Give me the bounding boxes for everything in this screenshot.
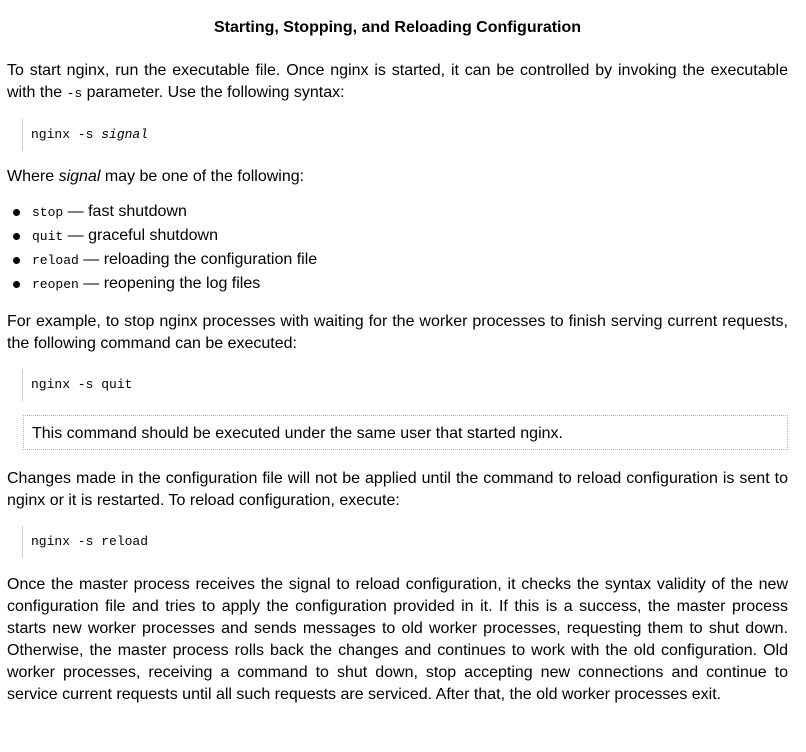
syntax-code-block xyxy=(22,119,788,151)
signal-description: — reopening the log files xyxy=(78,275,261,292)
syntax-command: nginx -s xyxy=(31,127,102,142)
intro-text-2: parameter. Use the following syntax: xyxy=(82,84,345,101)
signal-list xyxy=(7,200,788,296)
quit-command: nginx -s quit xyxy=(31,377,133,392)
list-item-stop xyxy=(32,200,788,224)
intro-paragraph xyxy=(7,60,788,105)
where-paragraph xyxy=(7,166,788,188)
signal-description: — reloading the configuration file xyxy=(78,251,318,268)
signal-code: stop xyxy=(32,205,64,220)
signal-code: quit xyxy=(32,229,64,244)
signal-description: — graceful shutdown xyxy=(63,227,218,244)
intro-text-1: To start nginx, run the executable file. Once nginx is started, it can be controlled by invoking the executable with the xyxy=(7,62,788,101)
changes-paragraph: Changes made in the configuration file will not be applied until the command to reload configuration is sent to nginx or it is restarted. To reload configuration, execute: xyxy=(7,470,788,509)
quit-code-block xyxy=(22,369,788,401)
reload-code-block xyxy=(22,526,788,558)
where-text-1: Where xyxy=(7,168,59,185)
signal-code: reload xyxy=(32,253,79,268)
master-process-paragraph: Once the master process receives the signal to reload configuration, it checks the syntax validity of the new configuration file and tries to apply the configuration provided in it. If this is a success, the master process starts new worker processes and sends messages to old worker processes, requesting them to shut down. Otherwise, the master process rolls back the changes and continues to work with the old configuration. Old worker processes, receiving a command to shut down, stop accepting new connections and continue to service current requests until all such requests are serviced. After that, the old worker processes exit. xyxy=(7,576,788,703)
list-item-quit xyxy=(32,224,788,248)
signal-code: reopen xyxy=(32,277,79,292)
note-box: This command should be executed under the same user that started nginx. xyxy=(23,415,788,450)
intro-inline-code: -s xyxy=(66,86,83,101)
example-paragraph: For example, to stop nginx processes with waiting for the worker processes to finish serving current requests, the following command can be executed: xyxy=(7,313,788,352)
syntax-argument: signal xyxy=(101,127,149,142)
where-emphasis: signal xyxy=(58,168,101,185)
list-item-reload xyxy=(32,248,788,272)
where-text-2: may be one of the following: xyxy=(100,168,305,185)
list-item-reopen xyxy=(32,272,788,296)
signal-description: — fast shutdown xyxy=(63,203,187,220)
reload-command: nginx -s reload xyxy=(31,534,149,549)
section-title: Starting, Stopping, and Reloading Configuration xyxy=(213,19,582,36)
